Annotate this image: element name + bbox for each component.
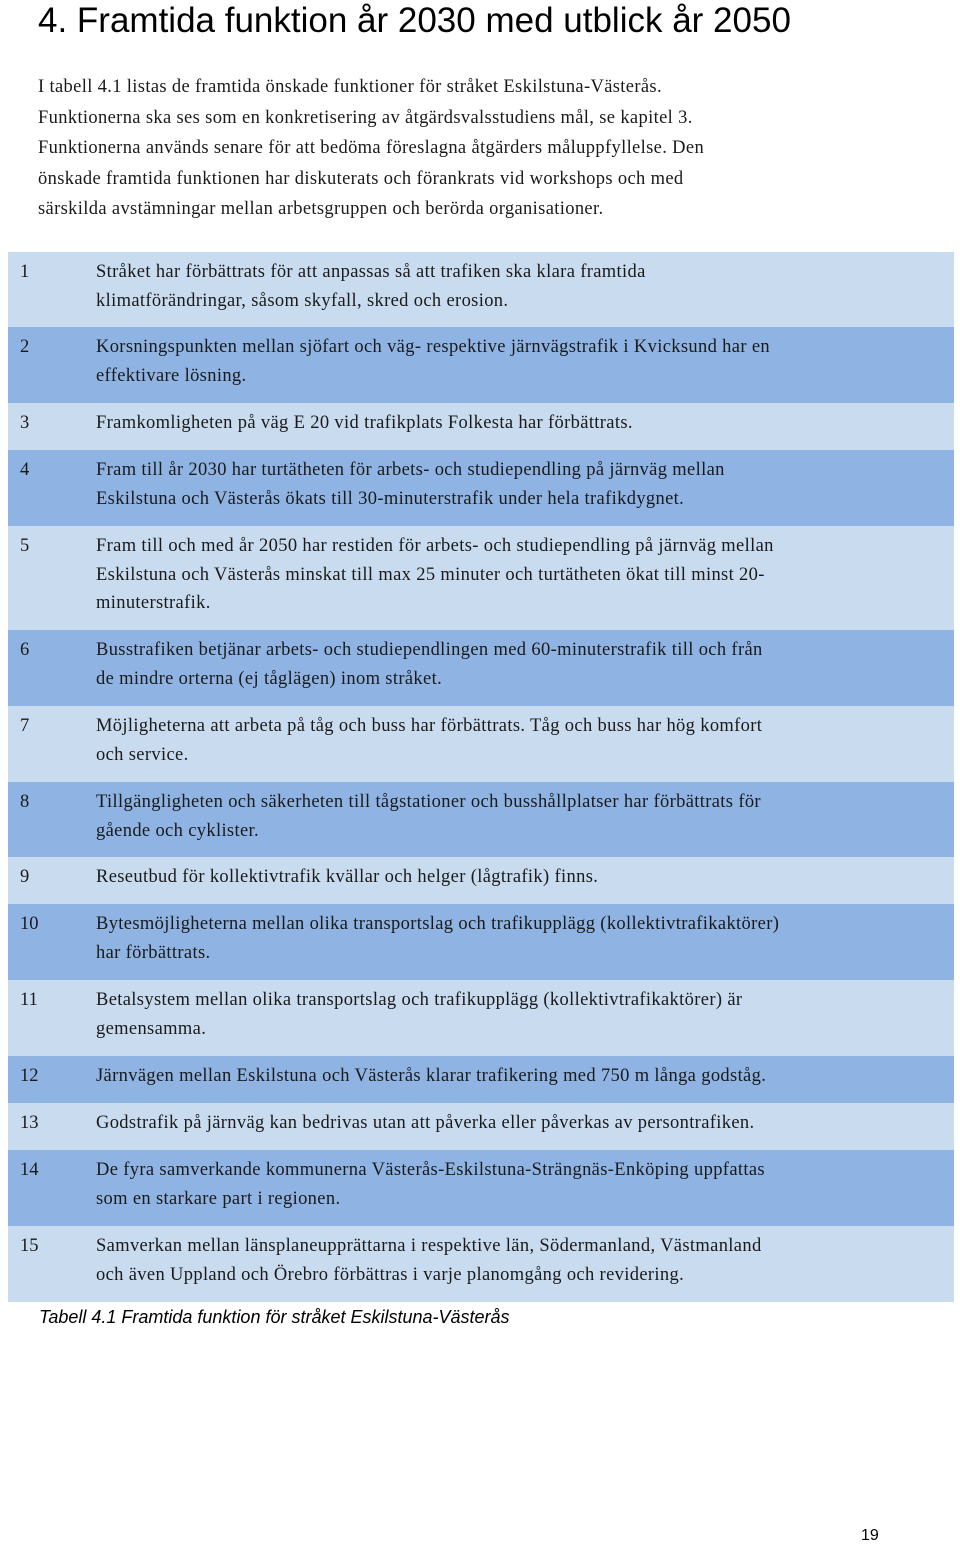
row-text-line: och service. [96,744,189,765]
page-heading: 4. Framtida funktion år 2030 med utblick år 2050 [38,1,791,40]
row-number: 3 [20,413,30,433]
row-text-line: Stråket har förbättrats för att anpassas så att trafiken ska klara framtida [96,262,646,282]
row-text-line: Samverkan mellan länsplaneupprättarna i respektive län, Södermanland, Västmanland [96,1236,762,1256]
row-text [96,1232,954,1302]
table-row [8,706,954,782]
row-text-line: effektivare lösning. [96,365,247,386]
table-row [8,980,954,1056]
row-number: 4 [20,460,30,480]
row-text-line: Tillgängligheten och säkerheten till tågstationer och busshållplatser har förbättrats för [96,792,761,812]
table-row [8,630,954,706]
intro-line: I tabell 4.1 listas de framtida önskade funktioner för stråket Eskilstuna-Västerås. [38,77,662,97]
row-text-line: som en starkare part i regionen. [96,1188,341,1209]
row-text-line: gående och cyklister. [96,820,260,841]
row-text-line: Korsningspunkten mellan sjöfart och väg- respektive järnvägstrafik i Kvicksund har en [96,337,770,357]
table-row [8,1150,954,1226]
functions-table [8,252,954,1302]
row-text-line: Busstrafiken betjänar arbets- och studiependlingen med 60-minuterstrafik till och från [96,640,763,660]
row-text [96,788,954,857]
intro-line: Funktionerna används senare för att bedöma föreslagna åtgärders måluppfyllelse. Den [38,138,705,158]
table-caption: Tabell 4.1 Framtida funktion för stråket Eskilstuna-Västerås [39,1307,510,1327]
row-number: 8 [20,792,30,812]
row-text-line: Eskilstuna och Västerås ökats till 30-minuterstrafik under hela trafikdygnet. [96,488,685,509]
table-row [8,782,954,857]
page-number: 19 [861,1527,879,1544]
row-text-line: har förbättrats. [96,942,211,963]
row-number: 12 [20,1066,39,1086]
row-text-line: Eskilstuna och Västerås minskat till max 25 minuter och turtätheten ökat till minst 20- [96,564,765,585]
row-text-line: minuterstrafik. [96,593,211,613]
table-row [8,327,954,403]
row-text [96,409,954,450]
row-number: 7 [20,716,30,736]
table-row [8,1226,954,1302]
row-text [96,532,954,630]
row-text-line: Betalsystem mellan olika transportslag och trafikupplägg (kollektivtrafikaktörer) är [96,990,743,1010]
row-text-line: de mindre orterna (ej tåglägen) inom stråket. [96,668,443,689]
row-number: 13 [20,1113,39,1133]
intro-paragraph [38,72,938,225]
row-text [96,258,954,327]
table-row [8,904,954,980]
intro-line: önskade framtida funktionen har diskuterats och förankrats vid workshops och med [38,168,684,189]
row-text [96,636,954,706]
table-row [8,526,954,630]
row-text-line: Godstrafik på järnväg kan bedrivas utan att påverka eller påverkas av persontrafiken. [96,1113,755,1133]
row-text [96,1156,954,1226]
row-text [96,712,954,782]
row-text-line: Reseutbud för kollektivtrafik kvällar och helger (lågtrafik) finns. [96,867,599,887]
row-text-line: klimatförändringar, såsom skyfall, skred och erosion. [96,290,509,311]
table-row [8,450,954,526]
row-text [96,1109,954,1150]
row-text-line: De fyra samverkande kommunerna Västerås-Eskilstuna-Strängnäs-Enköping uppfattas [96,1160,765,1180]
table-row [8,857,954,904]
table-row [8,252,954,327]
table-row [8,1056,954,1103]
row-number: 10 [20,914,39,934]
row-text [96,456,954,526]
table-row [8,403,954,450]
row-number: 11 [20,990,38,1010]
row-number: 14 [20,1160,39,1180]
row-text [96,910,954,980]
table-row [8,1103,954,1150]
row-text-line: Framkomligheten på väg E 20 vid trafikplats Folkesta har förbättrats. [96,413,633,433]
row-text-line: Fram till och med år 2050 har restiden för arbets- och studiependling på järnväg mellan [96,536,774,556]
row-number: 6 [20,640,30,660]
row-text-line: Fram till år 2030 har turtätheten för arbets- och studiependling på järnväg mellan [96,460,725,480]
row-text-line: Möjligheterna att arbeta på tåg och buss har förbättrats. Tåg och buss har hög komfort [96,716,763,736]
row-text-line: gemensamma. [96,1018,207,1039]
row-number: 9 [20,867,30,887]
row-text-line: och även Uppland och Örebro förbättras i varje planomgång och revidering. [96,1264,685,1285]
row-number: 15 [20,1236,39,1256]
row-text-line: Bytesmöjligheterna mellan olika transportslag och trafikupplägg (kollektivtrafikaktörer) [96,914,780,934]
row-text [96,1062,954,1103]
intro-line: särskilda avstämningar mellan arbetsgruppen och berörda organisationer. [38,199,604,219]
row-text [96,333,954,403]
row-number: 1 [20,262,30,282]
row-text [96,863,954,904]
row-number: 2 [20,337,30,357]
row-text-line: Järnvägen mellan Eskilstuna och Västerås klarar trafikering med 750 m långa godståg. [96,1066,767,1086]
row-text [96,986,954,1056]
row-number: 5 [20,536,30,556]
intro-line: Funktionerna ska ses som en konkretisering av åtgärdsvalsstudiens mål, se kapitel 3. [38,107,693,128]
